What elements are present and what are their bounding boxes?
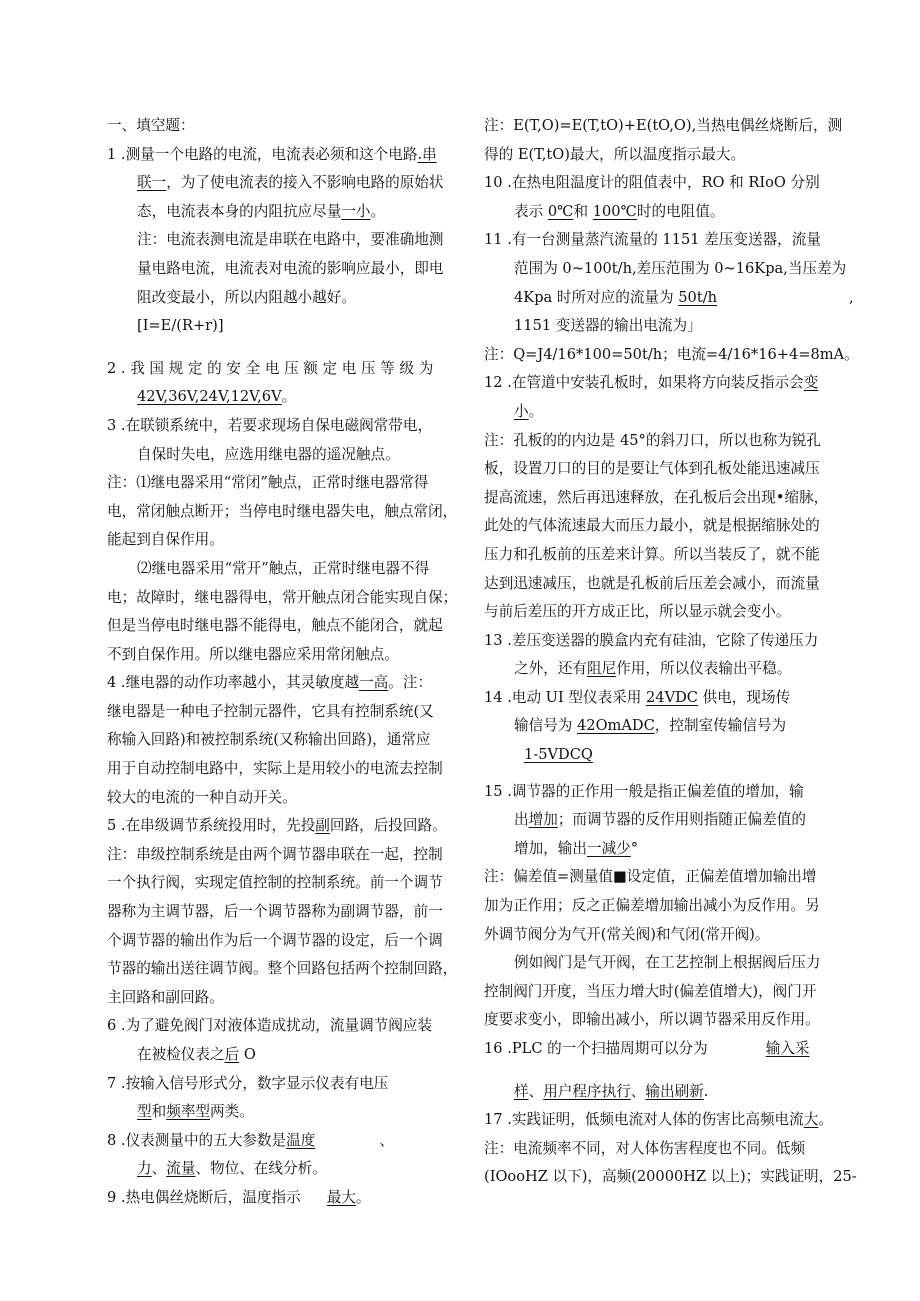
answer-blank: 联一	[137, 174, 167, 192]
question-8-line-2	[107, 1155, 474, 1184]
question-3-note-3: 能起到自保作用。	[107, 531, 224, 549]
question-15-note-6: 度要求变小，即输出减小，所以调节器采用反作用。	[484, 1011, 820, 1029]
left-column	[107, 112, 474, 1213]
answer-blank: .串	[417, 145, 437, 163]
answer-blank: 力	[137, 1160, 152, 1178]
question-14-line-3	[484, 741, 849, 770]
answer-blank: 用户程序执行	[543, 1082, 631, 1100]
question-15-note-2: 加为正作用；反之正偏差增加输出减小为反作用。另	[484, 897, 820, 915]
question-12-note-7: 与前后差压的开方成正比，所以显示就会变小。	[484, 603, 791, 621]
question-6-line-2	[107, 1041, 474, 1070]
question-7-line-2	[107, 1098, 474, 1127]
text: 时的电阻值。	[636, 202, 725, 220]
answer-blank: 大	[803, 1111, 819, 1129]
question-11-line-3	[484, 284, 854, 313]
question-12-note-5: 压力和孔板前的压差来计算。所以当装反了，就不能	[484, 545, 820, 563]
text: 9 .热电偶丝烧断后，温度指示	[107, 1188, 301, 1206]
question-1-note-2: 量电路电流，电流表对电流的影响应最小，即电	[137, 259, 444, 277]
text: 16 .PLC 的一个扫描周期可以分为	[484, 1040, 708, 1057]
question-15-line-2	[484, 806, 849, 835]
text: 供电，现场传	[697, 688, 791, 706]
text: 回路，后投回路。	[329, 817, 447, 835]
text: 两类。	[210, 1103, 254, 1121]
question-9-note-1: 注：E(T,O)=E(T,tO)+E(tO,O),当热电偶丝烧断后，测	[484, 117, 843, 134]
answer-blank: 42OmADC	[577, 717, 655, 735]
question-12-note-1: 注：孔板的的内边是 45°的斜刀口，所以也称为锐孔	[484, 431, 821, 449]
question-15-line-3	[484, 835, 849, 864]
text: 。	[528, 402, 544, 420]
question-1-note-3: 阻改变最小，所以内阻越小越好。	[137, 288, 356, 306]
answer-blank: 24VDC	[646, 688, 698, 706]
answer-blank: 副	[315, 817, 330, 835]
text: 。	[281, 388, 297, 406]
question-3-note-2: 电，常闭触点断开；当停电时继电器失电，触点常闭，	[107, 502, 458, 520]
question-12-note-3: 提高流速，然后再迅速释放，在孔板后会出现•缩脉，	[484, 488, 829, 506]
question-12-line-2	[484, 398, 849, 427]
text: 、物位、在线分析。	[195, 1160, 327, 1178]
question-17-line-1	[484, 1106, 849, 1135]
question-17-note-1: 注：电流频率不同，对人体伤害程度也不同。低频	[484, 1139, 806, 1157]
text: 、	[630, 1082, 646, 1100]
answer-blank: 一减少	[586, 839, 631, 857]
question-12-note-6: 达到迅速减压，也就是孔板前后压差会减小，而流量	[484, 574, 820, 592]
question-4-line-5: 较大的电流的一种自动开关。	[107, 788, 297, 806]
question-2-line-2	[107, 383, 474, 412]
question-10-line-2	[484, 198, 849, 227]
question-4-line-2: 继电器是一种电子控制元器件，它具有控制系统(又	[107, 702, 434, 720]
question-3-note-6: 但是当停电时继电器不能得电，触点不能闭合，就起	[107, 617, 443, 635]
text: ；而调节器的反作用则指随正偏差值的	[557, 811, 806, 829]
question-5-note-2: 一个执行阀，实现定值控制的控制系统。前一个调节	[107, 874, 443, 892]
question-3-line-2: 自保时失电，应选用继电器的遥况触点。	[137, 445, 400, 463]
text: 出	[514, 811, 529, 829]
question-13-line-1: 13 .差压变送器的膜盒内充有硅油，它除了传递压力	[484, 631, 819, 649]
text: 表示	[514, 202, 548, 220]
answer-blank: 一高	[359, 674, 389, 692]
question-5-note-4: 个调节器的输出作为后一个调节器的设定，后一个调	[107, 931, 443, 949]
section-heading: 一、填空题：	[107, 117, 195, 134]
answer-blank: 1-5VDCQ	[524, 746, 593, 764]
text: 、	[379, 1131, 394, 1149]
right-column	[484, 112, 859, 1192]
text: 之外，还有	[514, 660, 587, 678]
question-15-note-5: 控制阀门开度，当压力增大时(偏差值增大)，阀门开	[484, 982, 817, 1000]
question-8-line-1	[107, 1127, 474, 1156]
answer-blank: 小	[514, 402, 529, 420]
text: 。	[355, 1188, 371, 1206]
question-11-line-2: 范围为 0~100t/h,差压范围为 0~16Kpa,当压差为	[514, 259, 847, 277]
question-9-note-2: 得的 E(T,tO)最大，所以温度指示最大。	[484, 145, 746, 163]
text: 和	[573, 202, 593, 220]
question-1-formula: [I=E/(R+r)]	[137, 317, 224, 335]
question-17-note-2: (IOooHZ 以下)，高频(20000HZ 以上)；实践证明，25-	[484, 1168, 857, 1186]
question-1-line-3	[107, 198, 474, 227]
question-1-note-1: 注：电流表测电流是串联在电路中，要准确地测	[137, 231, 444, 249]
question-9-line-1	[107, 1184, 474, 1213]
answer-blank: 增加	[528, 811, 558, 829]
answer-blank: 后	[224, 1046, 240, 1063]
text: 和	[151, 1103, 167, 1121]
text: 4 .继电器的动作功率越小，其灵敏度越	[107, 674, 360, 692]
question-10-line-1: 10 .在热电阻温度计的阻值表中，RO 和 RIoO 分别	[484, 174, 820, 192]
question-15-note-3: 外调节阀分为气开(常关阀)和气闭(常开阀)。	[484, 925, 770, 943]
text: 5 .在串级调节系统投用时，先投	[107, 817, 316, 835]
question-11-line-4: 1151 变送器的输出电流为」	[514, 317, 702, 335]
answer-blank: 0℃	[547, 202, 574, 220]
text: ，控制室传输信号为	[654, 717, 787, 735]
text: 在被检仪表之	[137, 1046, 225, 1063]
question-15-note-1: 注：偏差值=测量值■设定值，正偏差值增加输出增	[484, 868, 817, 886]
answer-blank: 最大	[326, 1188, 356, 1206]
question-5-note-5: 节器的输出送往调节阀。整个回路包括两个控制回路，	[107, 960, 458, 978]
text: ，为了使电流表的接入不影响电路的原始状	[166, 174, 444, 192]
text: 17 .实践证明，低频电流对人体的伤害比高频电流	[484, 1111, 804, 1129]
question-4-line-3: 称输入回路)和被控制系统(又称输出回路)，通常应	[107, 731, 431, 749]
answer-blank: 阻尼	[586, 660, 617, 678]
question-3-note-5: 电；故障时，继电器得电，常开触点闭合能实现自保；	[107, 588, 458, 606]
question-3-note-7: 不到自保作用。所以继电器应采用常闭触点。	[107, 645, 399, 663]
question-13-line-2	[484, 655, 849, 684]
answer-blank: 输出刷新	[645, 1082, 704, 1100]
question-4-line-4: 用于自动控制电路中，实际上是用较小的电流去控制	[107, 760, 443, 778]
text: ,	[849, 288, 854, 306]
text: .	[703, 1082, 709, 1100]
text: 输信号为	[514, 717, 578, 735]
question-12-line-1	[484, 369, 849, 398]
question-14-line-1	[484, 684, 849, 713]
question-14-line-2	[484, 712, 849, 741]
answer-blank: 一小	[341, 202, 371, 220]
text: 4Kpa 时所对应的流量为	[514, 288, 679, 306]
text: O	[239, 1046, 256, 1063]
text: 、	[528, 1082, 544, 1100]
question-7-line-1: 7 .按输入信号形式分，数字显示仪表有电压	[107, 1074, 389, 1092]
question-15-note-4: 例如阀门是气开阀，在工艺控制上根据阀后压力	[514, 954, 821, 972]
text: 、	[151, 1160, 167, 1178]
question-5-note-1: 注：串级控制系统是由两个调节器串联在一起，控制	[107, 845, 443, 863]
question-5-line-1	[107, 812, 474, 841]
question-3-line-1: 3 .在联锁系统中，若要求现场自保电磁阀常带电，	[107, 416, 433, 434]
text: 。	[370, 202, 386, 220]
question-1-line-1	[107, 141, 474, 170]
question-12-note-4: 此处的气体流速最大而压力最小，就是根据缩脉处的	[484, 517, 820, 535]
question-3-note-1: 注：⑴继电器采用“常闭”触点，正常时继电器常得	[107, 474, 429, 492]
question-16-line-1	[484, 1035, 849, 1064]
text: 8 .仪表测量中的五大参数是	[107, 1131, 287, 1149]
answer-blank: 型	[137, 1103, 152, 1121]
question-5-note-6: 主回路和副回路。	[107, 988, 224, 1006]
answer-blank: 50t/h	[678, 288, 718, 306]
answer-blank: 100℃	[592, 202, 637, 220]
text: 。	[818, 1111, 833, 1129]
question-2-line-1: 2 . 我 国 规 定 的 安 全 电 压 额 定 电 压 等 级 为	[107, 359, 434, 377]
text: 12 .在管道中安装孔板时，如果将方向装反指示会	[484, 374, 804, 392]
answer-blank: 样	[514, 1082, 529, 1100]
answer-blank: 输入采	[765, 1040, 810, 1057]
answer-blank: 温度	[286, 1131, 316, 1149]
question-5-note-3: 器称为主调节器，后一个调节器称为副调节器，前一	[107, 903, 443, 921]
text: 14 .电动 UI 型仪表采用	[484, 688, 646, 706]
text: 增加，输出	[514, 839, 587, 857]
answer-blank: 流量	[166, 1160, 196, 1178]
question-16-line-2	[484, 1078, 849, 1107]
question-11-note-1: 注：Q=J4/16*100=50t/h；电流=4/16*16+4=8mA。	[484, 345, 859, 363]
answer-blank: 频率型	[166, 1103, 211, 1121]
question-15-line-1: 15 .调节器的正作用一般是指正偏差值的增加，输	[484, 782, 804, 800]
question-4-line-1	[107, 669, 474, 698]
text: 1 .测量一个电路的电流，电流表必须和这个电路	[107, 145, 418, 163]
text: 作用，所以仪表输出平稳。	[616, 660, 792, 678]
question-3-note-4: ⑵继电器采用“常开”触点，正常时继电器不得	[137, 559, 430, 577]
answer-blank: 42V,36V,24V,12V,6V	[137, 388, 282, 406]
question-6-line-1: 6 .为了避免阀门对液体造成扰动，流量调节阀应装	[107, 1017, 433, 1035]
question-11-line-1: 11 .有一台测量蒸汽流量的 1151 差压变送器，流量	[484, 231, 821, 249]
text: 。注：	[388, 674, 433, 692]
question-1-line-2	[107, 169, 474, 198]
text: °	[630, 839, 639, 857]
question-12-note-2: 板，设置刀口的目的是要让气体到孔板处能迅速减压	[484, 460, 820, 478]
answer-blank: 变	[803, 374, 819, 392]
text: 态，电流表本身的内阻抗应尽量	[137, 202, 342, 220]
